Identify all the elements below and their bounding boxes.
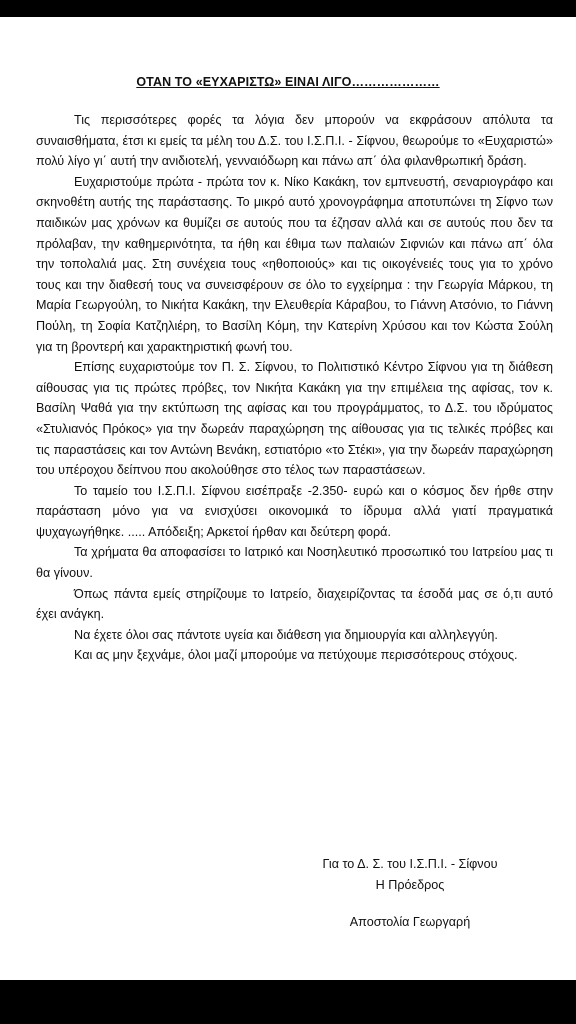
- paragraph-7: Να έχετε όλοι σας πάντοτε υγεία και διάθεση για δημιουργία και αλληλεγγύη.: [74, 627, 498, 642]
- paragraph-3: Επίσης ευχαριστούμε τον Π. Σ. Σίφνου, το Πολιτιστικό Κέντρο Σίφνου για τη διάθεση αίθουσας για τις πρώτες πρόβες, τον Νικήτα Κακάκη για την επιμέλεια της αφίσας, τον κ. Βασίλη Ψαθά για την εκτύπωση της αφίσας και του προγράμματος, το Δ.Σ. του ιδρύματος «Στυλιανός Πρόκος» για την δωρεάν παραχώρηση της αίθουσας για τις τελικές πρόβες και τις παραστάσεις και τον Αντώνη Βενάκη, εστιατόριο «το Στέκι», για την δωρεάν παραχώρηση του υπέροχου δείπνου που ακολούθησε στο τέλος των παραστάσεων.: [36, 360, 553, 478]
- paragraph-5: Τα χρήματα θα αποφασίσει το Ιατρικό και Νοσηλευτικό προσωπικό του Ιατρείου μας τι θα γίνουν.: [36, 545, 553, 581]
- signature-organization: Για το Δ. Σ. του Ι.Σ.Π.Ι. - Σίφνου: [322, 857, 498, 871]
- signature-block: [290, 854, 530, 895]
- letter-title-text: ΟΤΑΝ ΤΟ «ΕΥΧΑΡΙΣΤΩ» ΕΙΝΑΙ ΛΙΓΟ…………………: [136, 75, 440, 89]
- letter-body: [36, 110, 553, 666]
- paragraph-6: Όπως πάντα εμείς στηρίζουμε το Ιατρείο, διαχειρίζοντας τα έσοδά μας σε ό,τι αυτό έχει ανάγκη.: [36, 586, 553, 622]
- signature-name: Αποστολία Γεωργαρή: [349, 915, 471, 929]
- paragraph-2: Ευχαριστούμε πρώτα - πρώτα τον κ. Νίκο Κακάκη, τον εμπνευστή, σεναριογράφο και σκηνοθέτη αυτής της παράστασης. Το μικρό αυτό χρονογράφημα αποτυπώνει τη Σίφνο των παιδικών μας χρόνων κα θυμίζει σε αυτούς που τα έζησαν αλλά και σε αυτούς που δεν τα πρόλαβαν, την καθημερινότητα, τα ήθη και έθιμα των παλαιών Σιφνιών και πάνω απ΄ όλα την τοπολαλιά μας. Στη συνέχεια τους «ηθοποιούς» και τις οικογένειές τους για το χρόνο τους και την διαθεσή τους να συνεισφέρουν σε όλο το εγχείρημα : την Γεωργία Μάρκου, τη Μαρία Γεωργούλη, το Νικήτα Κακάκη, την Ελευθερία Κάραβου, το Γιάννη Ατσόνιο, το Γιάννη Πούλη, τη Σοφία Κατζηλιέρη, το Βασίλη Κόμη, την Κατερίνη Χρύσου και τον Κώστα Σούλη για τη βροντερή και χαρακτηριστική φωνή του.: [36, 174, 553, 354]
- document-page: [0, 17, 576, 980]
- letter-title: [0, 75, 576, 89]
- paragraph-4: Το ταμείο του Ι.Σ.Π.Ι. Σίφνου εισέπραξε -2.350- ευρώ και ο κόσμος δεν ήρθε στην παράσταση μόνο για να ενισχύσει οικονομικά το ίδρυμα αλλά γιατί πραγματικά ψυχαγωγήθηκε. ..... Απόδειξη; Αρκετοί ήρθαν και δεύτερη φορά.: [36, 483, 553, 539]
- paragraph-1: Τις περισσότερες φορές τα λόγια δεν μπορούν να εκφράσουν απόλυτα τα συναισθήματα, έτσι κι εμείς τα μέλη του Δ.Σ. του Ι.Σ.Π.Ι. - Σίφνου, θεωρούμε το «Ευχαριστώ» πολύ λίγο γι΄ αυτή την ανιδιοτελή, γενναιόδωρη και πάνω απ΄ όλα φιλανθρωπική δράση.: [36, 113, 553, 169]
- signature-role: Η Πρόεδρος: [375, 877, 445, 892]
- paragraph-8: Και ας μην ξεχνάμε, όλοι μαζί μπορούμε να πετύχουμε περισσότερους στόχους.: [74, 648, 518, 663]
